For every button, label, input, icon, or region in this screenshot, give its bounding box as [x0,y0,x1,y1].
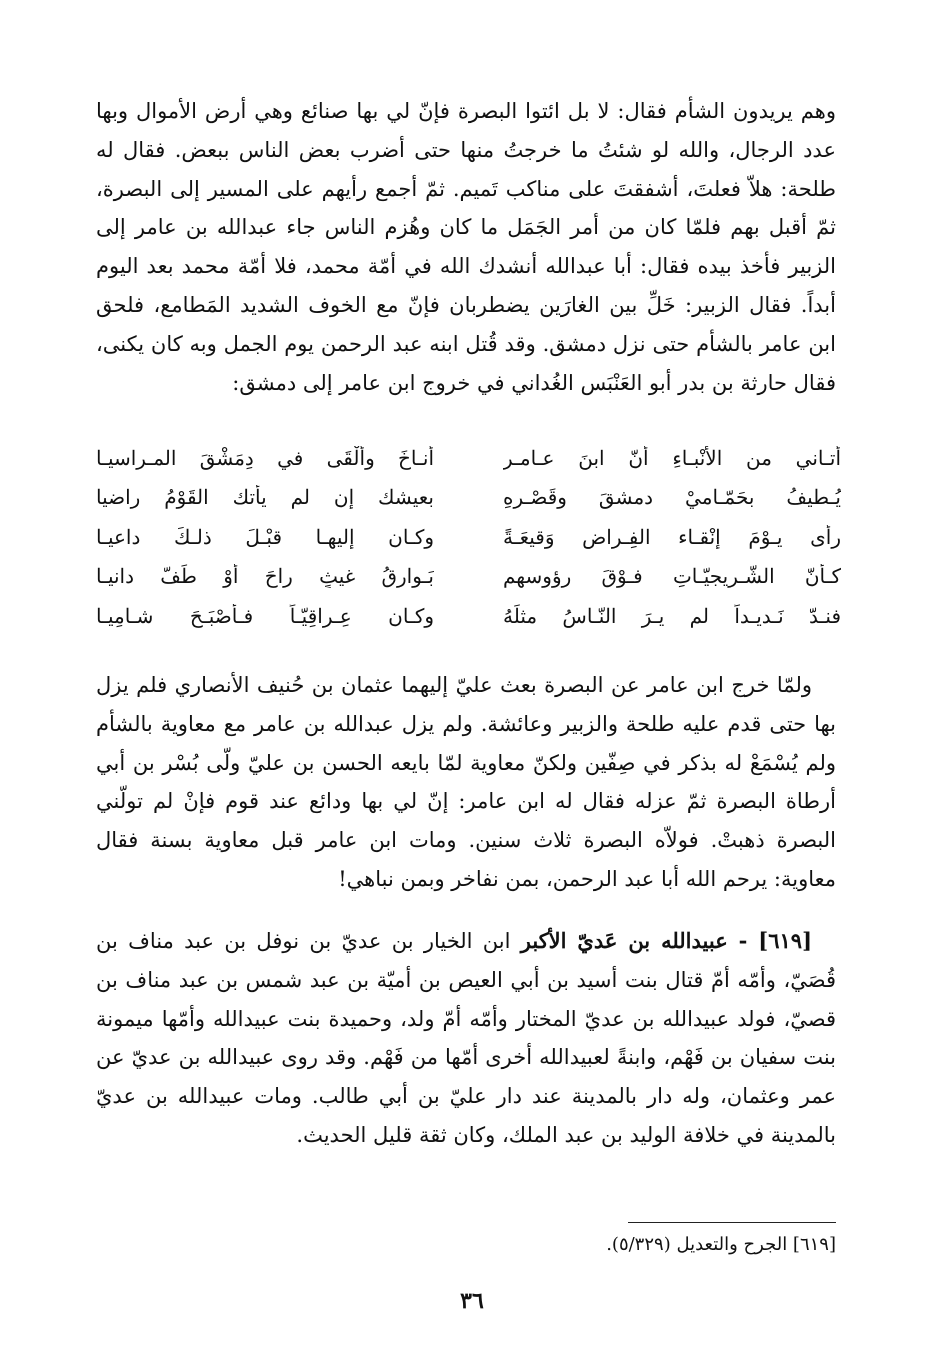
entry-619-text: ابن الخيار بن عديّ بن نوفل بن عبد مناف بن قُصَيّ، وأمّه أمّ قتال بنت أسيد بن أبي العيص بن أميّة بن عبد شمس بن عبد مناف بن قصيّ، فولد عبيدالله بن عديّ المختار وأمّه أمّ ولد، وحميدة بنت عبيدالله وأمّها ميمونة بنت سفيان بن فَهْم، وابنةً لعبيدالله أخرى أمّها من فَهْم. وقد روى عبيدالله بن عديّ عن عمر وعثمان، وله دار بالمدينة عند دار عليّ بن أبي طالب. ومات عبيدالله بن عديّ بالمدينة في خلافة الوليد بن عبد الملك، وكان ثقة قليل الحديث. [96,929,836,1147]
verse-1 [96,438,841,478]
verse-3-first-hemistich: رأى يـوْمَ إنْقـاء الفِـراضِ وَقيعَـةً [503,524,841,549]
verse-3-second-hemistich: وكـان إليهـا قبْـلَ ذلـكَ داعيـا [96,524,434,549]
entry-619 [96,922,836,1155]
verse-5-second-hemistich: وكـان عِـراقِيّـاً فـأصْبَـحَ شـامِيـا [96,603,434,628]
page-number: ٣٦ [460,1288,484,1314]
poem [96,438,841,636]
verse-4 [96,557,841,597]
verse-3 [96,517,841,557]
verse-2-second-hemistich: بعيشك إن لم يأتك القَوْمُ راضيا [96,485,434,510]
paragraph-1-text: وهم يريدون الشأم فقال: لا بل ائتوا البصرة فإنّ لي بها صنائع وهي أرض الأموال وبها عدد الرجال، والله لو شئتُ ما خرجتُ منها حتى أضرب بعض الناس ببعض. فقال له طلحة: هلاّ فعلتَ، أشفقتَ على مناكب تَميم. ثمّ أجمع رأيهم على المسير إلى البصرة، ثمّ أقبل بهم فلمّا كان من أمر الجَمَل ما كان وهُزم الناس جاء عبدالله بن عامر إلى الزبير فأخذ بيده فقال: أبا عبدالله أنشدك الله في أمّة محمد، فلا أمّة محمد بعد اليوم أبداً. فقال الزبير: خَلِّ بين الغارَين يضطربان فإنّ مع الخوف الشديد المَطامع، فلحق ابن عامر بالشأم حتى نزل دمشق. وقد قُتل ابنه عبد الرحمن يوم الجمل وبه كان يكنى، فقال حارثة بن بدر أبو العَنْبَس الغُداني في خروج ابن عامر إلى دمشق: [96,99,836,395]
verse-5 [96,596,841,636]
paragraph-1 [96,92,836,402]
verse-4-first-hemistich: كـأنّ الشّـريجيّـاتِ فـوْقَ رؤوسهم [503,564,841,589]
verse-4-second-hemistich: بَـوارِقُ غيثٍ راحَ أوْ طَفّ دانيـا [96,564,434,589]
verse-1-second-hemistich: أنـاخَ وألْقَى في دِمَشْقَ المـراسيـا [96,445,434,470]
entry-619-heading: [٦١٩] - عبيدالله بن عَديّ الأكبر [520,928,813,953]
verse-2 [96,478,841,518]
verse-1-first-hemistich: أتـاني من الأنْبـاءِ أنّ ابنَ عـامـرٍ [503,445,841,470]
verse-5-first-hemistich: فنـدّ نَـديـداً لم يـرَ النّـاسُ مثلَهُ [503,603,841,628]
paragraph-2-text: ولمّا خرج ابن عامر عن البصرة بعث عليّ إليهما عثمان بن حُنيف الأنصاري فلم يزل بها حتى قدم عليه طلحة والزبير وعائشة. ولم يزل عبدالله بن عامر مع معاوية بالشأم ولم يُسْمَعْ له بذكر في صِفّين ولكنّ معاوية لمّا بايعه الحسن بن عليّ ولّى بُسْر بن أبي أرطاة البصرة ثمّ عزله فقال له ابن عامر: إنّ لي بها ودائع عند قوم فإنْ لم تولّني البصرة ذهبتْ. فولاّه البصرة ثلاث سنين. ومات ابن عامر قبل معاوية بسنة فقال معاوية: يرحم الله أبا عبد الرحمن، بمن نفاخر وبمن نباهي! [96,673,836,891]
footnote-divider [628,1222,836,1223]
footnote: [٦١٩] الجرح والتعديل (٥/٣٢٩). [606,1234,836,1255]
verse-2-first-hemistich: يُـطيفُ بحَمّـاميْ دمشقَ وقَصْـرِهِ [503,485,841,510]
paragraph-2 [96,666,836,899]
entry-619-paragraph [96,922,836,1155]
